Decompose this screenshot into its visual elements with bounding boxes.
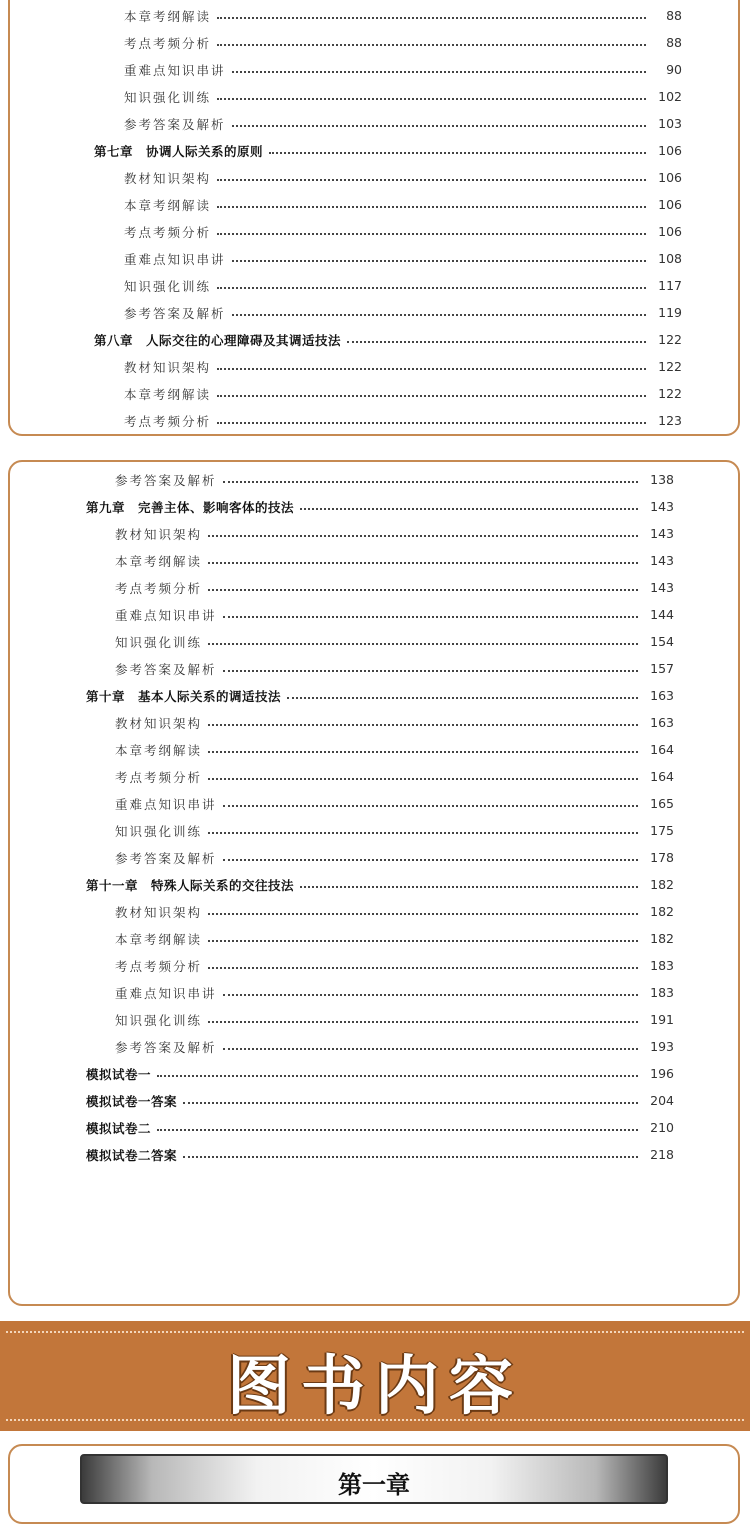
toc-page-number: 90: [666, 62, 682, 77]
toc-entry-title: 本章考纲解读: [115, 931, 203, 947]
toc-entry-title: 重难点知识串讲: [115, 607, 217, 623]
chapter-header-bar: [80, 1454, 668, 1504]
toc-entry-title: 考点考频分析: [124, 413, 212, 429]
toc-entry-title: 考点考频分析: [115, 580, 203, 596]
toc-section-entry: [10, 407, 738, 434]
toc-entry-title: 第十章 基本人际关系的调适技法: [86, 688, 282, 704]
toc-leader-dots: [269, 152, 646, 154]
toc-page-number: 143: [650, 526, 674, 541]
toc-entry-title: 第八章 人际交往的心理障碍及其调适技法: [94, 332, 342, 348]
toc-section-entry: [10, 925, 738, 952]
toc-section-entry: [10, 574, 738, 601]
toc-page-number: 106: [658, 170, 682, 185]
toc-leader-dots: [208, 778, 638, 780]
toc-entry-title: 教材知识架构: [115, 904, 203, 920]
toc-entry-title: 本章考纲解读: [124, 386, 212, 402]
toc-leader-dots: [300, 886, 638, 888]
toc-section-entry: [10, 952, 738, 979]
toc-chapter-entry: [10, 1141, 738, 1168]
toc-entry-title: 重难点知识串讲: [124, 62, 226, 78]
toc-leader-dots: [300, 508, 638, 510]
toc-entry-title: 考点考频分析: [115, 769, 203, 785]
toc-leader-dots: [208, 940, 638, 942]
toc-entry-title: 第七章 协调人际关系的原则: [94, 143, 264, 159]
toc-leader-dots: [208, 643, 638, 645]
toc-entry-title: 重难点知识串讲: [115, 985, 217, 1001]
toc-entry-title: 模拟试卷二: [86, 1120, 152, 1136]
toc-entry-title: 考点考频分析: [115, 958, 203, 974]
toc-entry-title: 第九章 完善主体、影响客体的技法: [86, 499, 295, 515]
toc-leader-dots: [208, 832, 638, 834]
toc-entry-title: 模拟试卷二答案: [86, 1147, 178, 1163]
toc-page-number: 117: [658, 278, 682, 293]
toc-leader-dots: [223, 805, 638, 807]
toc-page-number: 154: [650, 634, 674, 649]
chapter-title: 第一章: [338, 1471, 410, 1499]
toc-section-entry: [10, 709, 738, 736]
toc-entry-title: 本章考纲解读: [124, 8, 212, 24]
toc-section-entry: [10, 979, 738, 1006]
toc-leader-dots: [217, 287, 646, 289]
toc-entry-title: 重难点知识串讲: [124, 251, 226, 267]
toc-section-entry: [10, 299, 738, 326]
toc-page-number: 183: [650, 958, 674, 973]
toc-leader-dots: [232, 71, 646, 73]
toc-leader-dots: [157, 1129, 638, 1131]
toc-entry-title: 本章考纲解读: [124, 197, 212, 213]
toc-chapter-entry: [10, 1114, 738, 1141]
toc-page-number: 103: [658, 116, 682, 131]
toc-page-number: 164: [650, 769, 674, 784]
toc-page-number: 108: [658, 251, 682, 266]
toc-page-number: 143: [650, 580, 674, 595]
toc-section-entry: [10, 817, 738, 844]
toc-leader-dots: [208, 913, 638, 915]
toc-section-entry: [10, 628, 738, 655]
toc-page-number: 183: [650, 985, 674, 1000]
toc-section-entry: [10, 353, 738, 380]
toc-entry-title: 知识强化训练: [115, 823, 203, 839]
toc-leader-dots: [208, 1021, 638, 1023]
toc-page-number: 143: [650, 499, 674, 514]
toc-section-entry: [10, 272, 738, 299]
toc-entry-title: 参考答案及解析: [124, 305, 226, 321]
toc-leader-dots: [223, 616, 638, 618]
toc-page-number: 165: [650, 796, 674, 811]
toc-section-entry: [10, 601, 738, 628]
toc-page-number: 204: [650, 1093, 674, 1108]
toc-page-number: 122: [658, 359, 682, 374]
toc-leader-dots: [208, 589, 638, 591]
banner-dotted-border-bottom: [6, 1419, 744, 1421]
toc-entry-title: 本章考纲解读: [115, 553, 203, 569]
toc-page-number: 163: [650, 688, 674, 703]
toc-chapter-entry: [10, 137, 738, 164]
toc-chapter-entry: [10, 326, 738, 353]
toc-section-entry: [10, 1006, 738, 1033]
toc-leader-dots: [223, 670, 638, 672]
toc-page-number: 119: [658, 305, 682, 320]
toc-chapter-entry: [10, 1060, 738, 1087]
toc-section-entry: [10, 763, 738, 790]
toc-leader-dots: [287, 697, 638, 699]
toc-entry-title: 参考答案及解析: [124, 116, 226, 132]
toc-leader-dots: [217, 422, 646, 424]
toc-leader-dots: [232, 314, 646, 316]
toc-leader-dots: [232, 125, 646, 127]
toc-panel-lower: [8, 460, 740, 1306]
toc-leader-dots: [217, 17, 646, 19]
toc-chapter-entry: [10, 871, 738, 898]
toc-entry-title: 参考答案及解析: [115, 1039, 217, 1055]
content-panel: [8, 1444, 740, 1524]
toc-entry-title: 知识强化训练: [124, 278, 212, 294]
toc-page-number: 182: [650, 931, 674, 946]
toc-entry-title: 知识强化训练: [124, 89, 212, 105]
toc-section-entry: [10, 218, 738, 245]
toc-leader-dots: [223, 859, 638, 861]
toc-section-entry: [10, 790, 738, 817]
toc-page-number: 143: [650, 553, 674, 568]
toc-leader-dots: [183, 1156, 638, 1158]
toc-page-number: 122: [658, 386, 682, 401]
toc-page-number: 102: [658, 89, 682, 104]
toc-leader-dots: [157, 1075, 638, 1077]
toc-page-number: 106: [658, 224, 682, 239]
toc-leader-dots: [223, 481, 638, 483]
toc-chapter-entry: [10, 493, 738, 520]
toc-leader-dots: [208, 967, 638, 969]
toc-page-number: 144: [650, 607, 674, 622]
toc-section-entry: [10, 191, 738, 218]
toc-entry-title: 知识强化训练: [115, 634, 203, 650]
toc-leader-dots: [217, 44, 646, 46]
toc-section-entry: [10, 56, 738, 83]
toc-section-entry: [10, 520, 738, 547]
toc-section-entry: [10, 2, 738, 29]
toc-page-number: 157: [650, 661, 674, 676]
toc-section-entry: [10, 380, 738, 407]
toc-chapter-entry: [10, 682, 738, 709]
toc-entry-title: 第十一章 特殊人际关系的交往技法: [86, 877, 295, 893]
toc-leader-dots: [223, 1048, 638, 1050]
toc-leader-dots: [208, 562, 638, 564]
toc-entry-title: 教材知识架构: [124, 170, 212, 186]
toc-leader-dots: [208, 724, 638, 726]
toc-page-number: 196: [650, 1066, 674, 1081]
toc-section-entry: [10, 736, 738, 763]
toc-section-entry: [10, 110, 738, 137]
toc-leader-dots: [347, 341, 646, 343]
toc-entry-title: 模拟试卷一答案: [86, 1093, 178, 1109]
toc-leader-dots: [223, 994, 638, 996]
toc-page-number: 182: [650, 904, 674, 919]
toc-entry-title: 重难点知识串讲: [115, 796, 217, 812]
toc-entry-title: 参考答案及解析: [115, 661, 217, 677]
toc-entry-title: 教材知识架构: [115, 715, 203, 731]
section-banner: [0, 1321, 750, 1431]
toc-leader-dots: [183, 1102, 638, 1104]
toc-page-number: 138: [650, 472, 674, 487]
toc-section-entry: [10, 83, 738, 110]
toc-page-number: 88: [666, 35, 682, 50]
toc-page-number: 218: [650, 1147, 674, 1162]
toc-leader-dots: [208, 751, 638, 753]
toc-page-number: 88: [666, 8, 682, 23]
toc-section-entry: [10, 29, 738, 56]
toc-page-number: 182: [650, 877, 674, 892]
toc-list: [10, 466, 738, 1168]
toc-entry-title: 本章考纲解读: [115, 742, 203, 758]
toc-entry-title: 参考答案及解析: [115, 472, 217, 488]
toc-section-entry: [10, 655, 738, 682]
toc-entry-title: 教材知识架构: [115, 526, 203, 542]
toc-entry-title: 知识强化训练: [115, 1012, 203, 1028]
toc-page-number: 106: [658, 197, 682, 212]
toc-section-entry: [10, 844, 738, 871]
toc-section-entry: [10, 1033, 738, 1060]
toc-section-entry: [10, 164, 738, 191]
toc-page-number: 210: [650, 1120, 674, 1135]
toc-section-entry: [10, 245, 738, 272]
toc-page-number: 164: [650, 742, 674, 757]
toc-page-number: 178: [650, 850, 674, 865]
toc-chapter-entry: [10, 1087, 738, 1114]
toc-entry-title: 考点考频分析: [124, 224, 212, 240]
toc-leader-dots: [208, 535, 638, 537]
toc-page-number: 175: [650, 823, 674, 838]
toc-page-number: 193: [650, 1039, 674, 1054]
toc-page-number: 106: [658, 143, 682, 158]
toc-panel-upper: [8, 0, 740, 436]
toc-leader-dots: [217, 395, 646, 397]
toc-section-entry: [10, 547, 738, 574]
toc-leader-dots: [217, 179, 646, 181]
toc-leader-dots: [217, 233, 646, 235]
toc-leader-dots: [217, 368, 646, 370]
toc-section-entry: [10, 898, 738, 925]
toc-leader-dots: [217, 206, 646, 208]
banner-title: 图书内容: [227, 1350, 523, 1424]
toc-list: [10, 2, 738, 434]
toc-page-number: 163: [650, 715, 674, 730]
toc-leader-dots: [217, 98, 646, 100]
toc-page-number: 123: [658, 413, 682, 428]
toc-entry-title: 模拟试卷一: [86, 1066, 152, 1082]
toc-page-number: 122: [658, 332, 682, 347]
toc-entry-title: 考点考频分析: [124, 35, 212, 51]
toc-entry-title: 参考答案及解析: [115, 850, 217, 866]
toc-entry-title: 教材知识架构: [124, 359, 212, 375]
banner-dotted-border-top: [6, 1331, 744, 1333]
toc-section-entry: [10, 466, 738, 493]
toc-leader-dots: [232, 260, 646, 262]
toc-page-number: 191: [650, 1012, 674, 1027]
